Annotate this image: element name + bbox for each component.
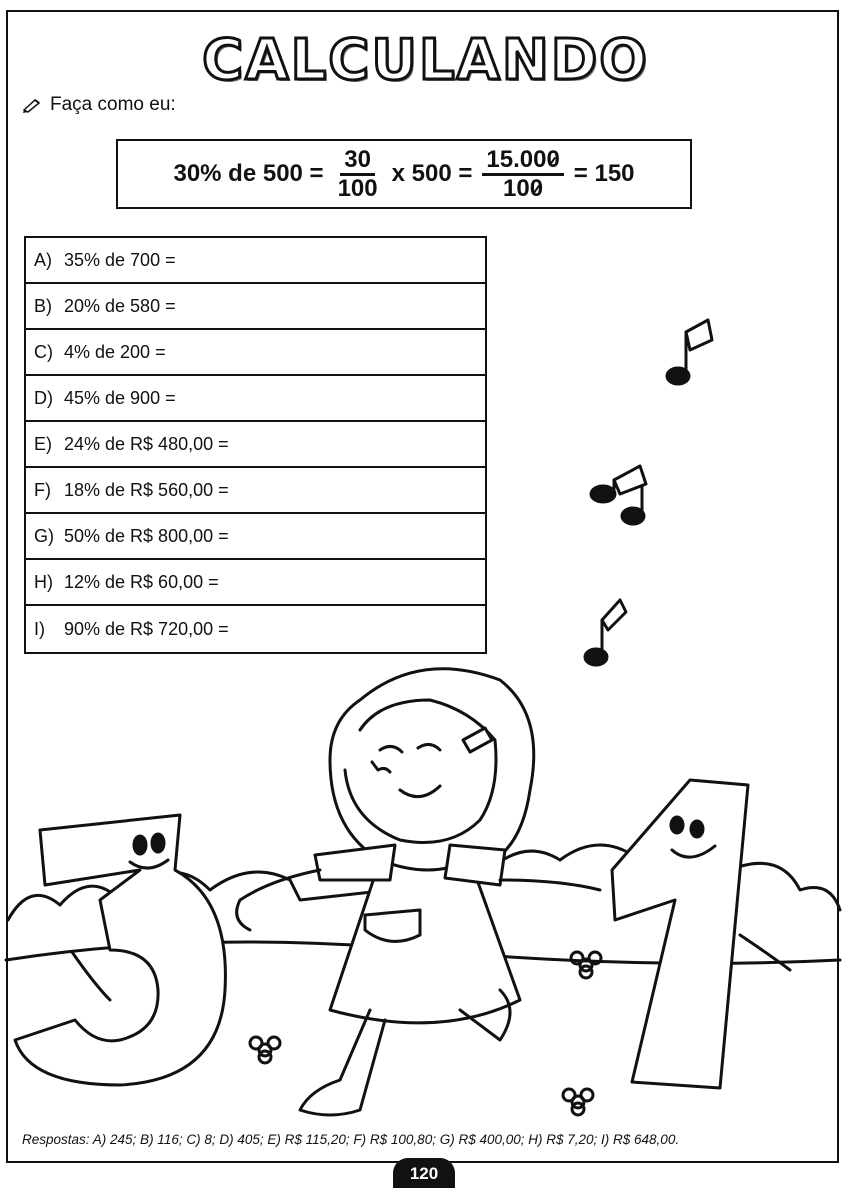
example-fraction-1 <box>334 147 382 200</box>
exercise-letter: B) <box>34 295 52 316</box>
exercise-text: 45% de 900 = <box>64 387 176 408</box>
music-note-icon <box>667 320 712 384</box>
exercise-text: 4% de 200 = <box>64 341 166 362</box>
exercise-text: 50% de R$ 800,00 = <box>64 525 229 546</box>
double-music-note-icon <box>591 466 646 524</box>
answers-footnote: Respostas: A) 245; B) 116; C) 8; D) 405; E) R$ 115,20; F) R$ 100,80; G) R$ 400,00; H) R$ 7,20; I) R$ 648,00. <box>22 1132 680 1147</box>
exercise-text: 90% de R$ 720,00 = <box>64 618 229 639</box>
example-lhs: 30% de 500 = <box>173 160 324 187</box>
fraction-2-denominator <box>499 176 547 201</box>
fraction-1-numerator: 30 <box>340 147 375 175</box>
instruction <box>22 94 176 116</box>
exercise-letter: C) <box>34 341 53 362</box>
exercise-letter: G) <box>34 525 54 546</box>
exercise-letter: F) <box>34 479 51 500</box>
page-title: CALCULANDO <box>202 28 649 93</box>
exercise-text: 35% de 700 = <box>64 249 176 270</box>
exercise-row-a[interactable] <box>26 238 485 284</box>
exercise-letter: D) <box>34 387 53 408</box>
exercise-text: 18% de R$ 560,00 = <box>64 479 229 500</box>
exercise-text: 24% de R$ 480,00 = <box>64 433 229 454</box>
exercise-letter: I) <box>34 618 45 639</box>
flower-icon <box>250 1037 280 1063</box>
page-number: 120 <box>393 1158 455 1188</box>
flower-icon <box>571 952 601 978</box>
number-one-character <box>612 780 790 1088</box>
exercise-letter: E) <box>34 433 52 454</box>
illustration <box>0 300 851 1130</box>
exercise-text: 20% de 580 = <box>64 295 176 316</box>
instruction-text: Faça como eu: <box>50 94 176 115</box>
struck-zero-denominator: 0 <box>529 174 544 202</box>
music-note-icon <box>585 600 626 665</box>
example-multiply: x 500 = <box>391 160 473 187</box>
pencil-icon <box>22 97 42 113</box>
fraction-2-numerator <box>482 147 563 175</box>
example-fraction-2 <box>482 147 563 200</box>
exercise-letter: A) <box>34 249 52 270</box>
fraction-2-denominator-main: 10 <box>503 174 530 202</box>
exercise-letter: H) <box>34 571 53 592</box>
example-box <box>116 139 692 209</box>
fraction-2-numerator-main: 15.00 <box>486 146 547 174</box>
number-three-character <box>15 815 225 1085</box>
exercise-text: 12% de R$ 60,00 = <box>64 571 219 592</box>
girl-character <box>237 669 600 1115</box>
flower-icon <box>563 1089 593 1115</box>
example-result: = 150 <box>573 160 635 187</box>
struck-zero-numerator: 0 <box>546 146 560 174</box>
fraction-1-denominator: 100 <box>337 174 378 202</box>
